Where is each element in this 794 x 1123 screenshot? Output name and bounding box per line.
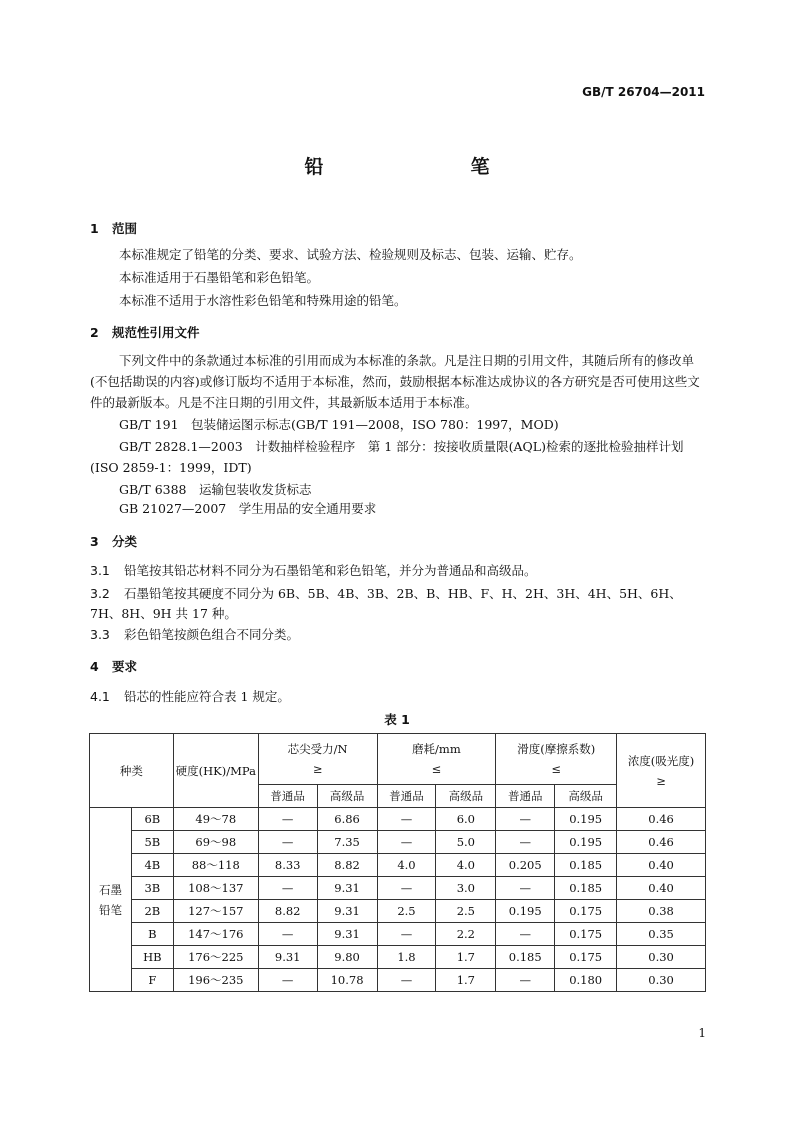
clause-text: 石墨铅笔按其硬度不同分为 6B、5B、4B、3B、2B、B、HB、F、H、2H、3H、4H、5H、6H、7H、8H、9H 共 17 种。 [90, 586, 682, 621]
cell-wear-ordinary: 1.8 [377, 946, 436, 969]
subheader-premium: 高级品 [317, 785, 377, 808]
page-number: 1 [698, 1026, 706, 1040]
cell-tip-force-ordinary: 9.31 [258, 946, 317, 969]
cell-grade: HB [131, 946, 173, 969]
cell-wear-ordinary: 2.5 [377, 900, 436, 923]
header-symbol: ≥ [312, 762, 323, 776]
cell-slip-ordinary: — [496, 831, 555, 854]
table-row [90, 946, 706, 969]
cell-wear-ordinary: — [377, 831, 436, 854]
table-row [90, 831, 706, 854]
cell-tip-force-premium: 9.31 [317, 877, 377, 900]
table-row [90, 877, 706, 900]
table-caption: 表 1 [384, 712, 410, 727]
reference-item: GB/T 2828.1—2003 计数抽样检验程序 第 1 部分：按接收质量限(AQL)检索的逐批检验抽样计划(ISO 2859-1：1999，IDT) [90, 439, 684, 475]
cell-wear-ordinary: — [377, 969, 436, 992]
cell-slip-premium: 0.185 [555, 877, 617, 900]
header-label: 磨耗/mm [412, 742, 461, 756]
section-2-heading [90, 323, 200, 341]
table-header-row [90, 734, 706, 785]
cell-density: 0.40 [617, 854, 706, 877]
header-label: 滑度(摩擦系数) [517, 742, 596, 756]
table-row [90, 854, 706, 877]
cell-wear-premium: 1.7 [436, 969, 496, 992]
cell-tip-force-premium: 9.80 [317, 946, 377, 969]
cell-wear-premium: 2.5 [436, 900, 496, 923]
cell-tip-force-premium: 6.86 [317, 808, 377, 831]
section-title: 要求 [112, 659, 138, 674]
cell-slip-premium: 0.175 [555, 946, 617, 969]
cell-slip-premium: 0.195 [555, 808, 617, 831]
cell-hardness: 176～225 [173, 946, 258, 969]
subheader-premium: 高级品 [555, 785, 617, 808]
clause-3-2 [90, 584, 706, 624]
header-slip [496, 734, 617, 785]
section-3-heading [90, 532, 137, 550]
clause-3-1 [90, 561, 706, 581]
header-symbol: ≤ [431, 762, 442, 776]
cell-tip-force-ordinary: — [258, 877, 317, 900]
cell-density: 0.46 [617, 808, 706, 831]
cell-hardness: 49～78 [173, 808, 258, 831]
cell-slip-ordinary: — [496, 808, 555, 831]
table-row [90, 969, 706, 992]
table-1 [89, 733, 706, 992]
cell-tip-force-premium: 10.78 [317, 969, 377, 992]
clause-text: 铅芯的性能应符合表 1 规定。 [124, 689, 290, 704]
cell-density: 0.30 [617, 946, 706, 969]
cell-wear-ordinary: 4.0 [377, 854, 436, 877]
subheader-ordinary: 普通品 [377, 785, 436, 808]
cell-slip-ordinary: 0.205 [496, 854, 555, 877]
section-title: 分类 [112, 534, 138, 549]
cell-hardness: 147～176 [173, 923, 258, 946]
cell-grade: 4B [131, 854, 173, 877]
cell-tip-force-premium: 8.82 [317, 854, 377, 877]
subheader-ordinary: 普通品 [496, 785, 555, 808]
page-title: 铅 笔 [304, 156, 554, 178]
cell-density: 0.46 [617, 831, 706, 854]
cell-density: 0.30 [617, 969, 706, 992]
reference-item: GB/T 191 包装储运图示标志(GB/T 191—2008，ISO 780：1997，MOD) [119, 417, 559, 432]
cell-wear-premium: 4.0 [436, 854, 496, 877]
cell-slip-premium: 0.185 [555, 854, 617, 877]
cell-wear-premium: 6.0 [436, 808, 496, 831]
clause-number: 4.1 [90, 689, 110, 704]
paragraph: 本标准不适用于水溶性彩色铅笔和特殊用途的铅笔。 [119, 293, 407, 308]
cell-slip-premium: 0.175 [555, 900, 617, 923]
cell-tip-force-premium: 7.35 [317, 831, 377, 854]
standard-number: GB/T 26704—2011 [582, 85, 705, 99]
cell-wear-premium: 5.0 [436, 831, 496, 854]
cell-slip-ordinary: — [496, 969, 555, 992]
cell-grade: F [131, 969, 173, 992]
group-label [90, 808, 132, 992]
cell-hardness: 88～118 [173, 854, 258, 877]
cell-wear-ordinary: — [377, 877, 436, 900]
header-tip-force [258, 734, 377, 785]
cell-hardness: 108～137 [173, 877, 258, 900]
cell-slip-premium: 0.180 [555, 969, 617, 992]
cell-density: 0.35 [617, 923, 706, 946]
cell-grade: 3B [131, 877, 173, 900]
cell-grade: 5B [131, 831, 173, 854]
header-label: 浓度(吸光度) [627, 753, 695, 768]
section-title: 规范性引用文件 [112, 325, 200, 340]
cell-hardness: 69～98 [173, 831, 258, 854]
paragraph: 本标准规定了铅笔的分类、要求、试验方法、检验规则及标志、包装、运输、贮存。 [119, 247, 582, 262]
cell-tip-force-premium: 9.31 [317, 900, 377, 923]
group-label-line: 铅笔 [98, 902, 122, 917]
section-4-heading [90, 657, 137, 675]
header-kind: 种类 [90, 734, 174, 808]
cell-tip-force-premium: 9.31 [317, 923, 377, 946]
table-row [90, 808, 706, 831]
section-1-heading [90, 219, 137, 237]
cell-grade: 2B [131, 900, 173, 923]
cell-grade: 6B [131, 808, 173, 831]
cell-tip-force-ordinary: — [258, 831, 317, 854]
cell-tip-force-ordinary: — [258, 808, 317, 831]
cell-grade: B [131, 923, 173, 946]
cell-hardness: 196～235 [173, 969, 258, 992]
cell-hardness: 127～157 [173, 900, 258, 923]
section-number: 4 [90, 659, 99, 674]
section-number: 1 [90, 221, 99, 236]
table-row [90, 900, 706, 923]
cell-slip-premium: 0.175 [555, 923, 617, 946]
reference-item: GB/T 6388 运输包装收发货标志 [119, 482, 312, 497]
cell-wear-ordinary: — [377, 923, 436, 946]
header-hardness: 硬度(HK)/MPa [173, 734, 258, 808]
clause-number: 3.3 [90, 627, 110, 642]
cell-wear-premium: 1.7 [436, 946, 496, 969]
cell-tip-force-ordinary: 8.33 [258, 854, 317, 877]
section-number: 2 [90, 325, 99, 340]
clause-text: 铅笔按其铅芯材料不同分为石墨铅笔和彩色铅笔，并分为普通品和高级品。 [124, 563, 537, 578]
group-label-line: 石墨 [98, 882, 122, 897]
clause-number: 3.2 [90, 586, 110, 601]
cell-density: 0.38 [617, 900, 706, 923]
cell-slip-premium: 0.195 [555, 831, 617, 854]
cell-wear-premium: 3.0 [436, 877, 496, 900]
paragraph: 下列文件中的条款通过本标准的引用而成为本标准的条款。凡是注日期的引用文件，其随后所有的修改单(不包括勘误的内容)或修订版均不适用于本标准，然而，鼓励根据本标准达成协议的各方研究是否可使用这些文件的最新版本。凡是不注日期的引用文件，其最新版本适用于本标准。 [90, 353, 700, 410]
section-number: 3 [90, 534, 99, 549]
cell-tip-force-ordinary: — [258, 969, 317, 992]
clause-text: 彩色铅笔按颜色组合不同分类。 [124, 627, 300, 642]
header-symbol: ≥ [656, 773, 666, 788]
cell-wear-premium: 2.2 [436, 923, 496, 946]
clause-number: 3.1 [90, 563, 110, 578]
header-label: 芯尖受力/N [287, 742, 348, 756]
section-title: 范围 [112, 221, 138, 236]
clause-4-1 [90, 687, 706, 707]
header-density [617, 734, 706, 808]
cell-slip-ordinary: 0.195 [496, 900, 555, 923]
subheader-ordinary: 普通品 [258, 785, 317, 808]
subheader-premium: 高级品 [436, 785, 496, 808]
header-wear [377, 734, 496, 785]
paragraph: 本标准适用于石墨铅笔和彩色铅笔。 [119, 270, 320, 285]
header-symbol: ≤ [551, 762, 562, 776]
cell-slip-ordinary: — [496, 923, 555, 946]
clause-3-3 [90, 625, 706, 645]
table-row [90, 923, 706, 946]
cell-density: 0.40 [617, 877, 706, 900]
cell-slip-ordinary: 0.185 [496, 946, 555, 969]
cell-tip-force-ordinary: — [258, 923, 317, 946]
reference-item: GB 21027—2007 学生用品的安全通用要求 [119, 501, 377, 516]
cell-tip-force-ordinary: 8.82 [258, 900, 317, 923]
cell-slip-ordinary: — [496, 877, 555, 900]
cell-wear-ordinary: — [377, 808, 436, 831]
